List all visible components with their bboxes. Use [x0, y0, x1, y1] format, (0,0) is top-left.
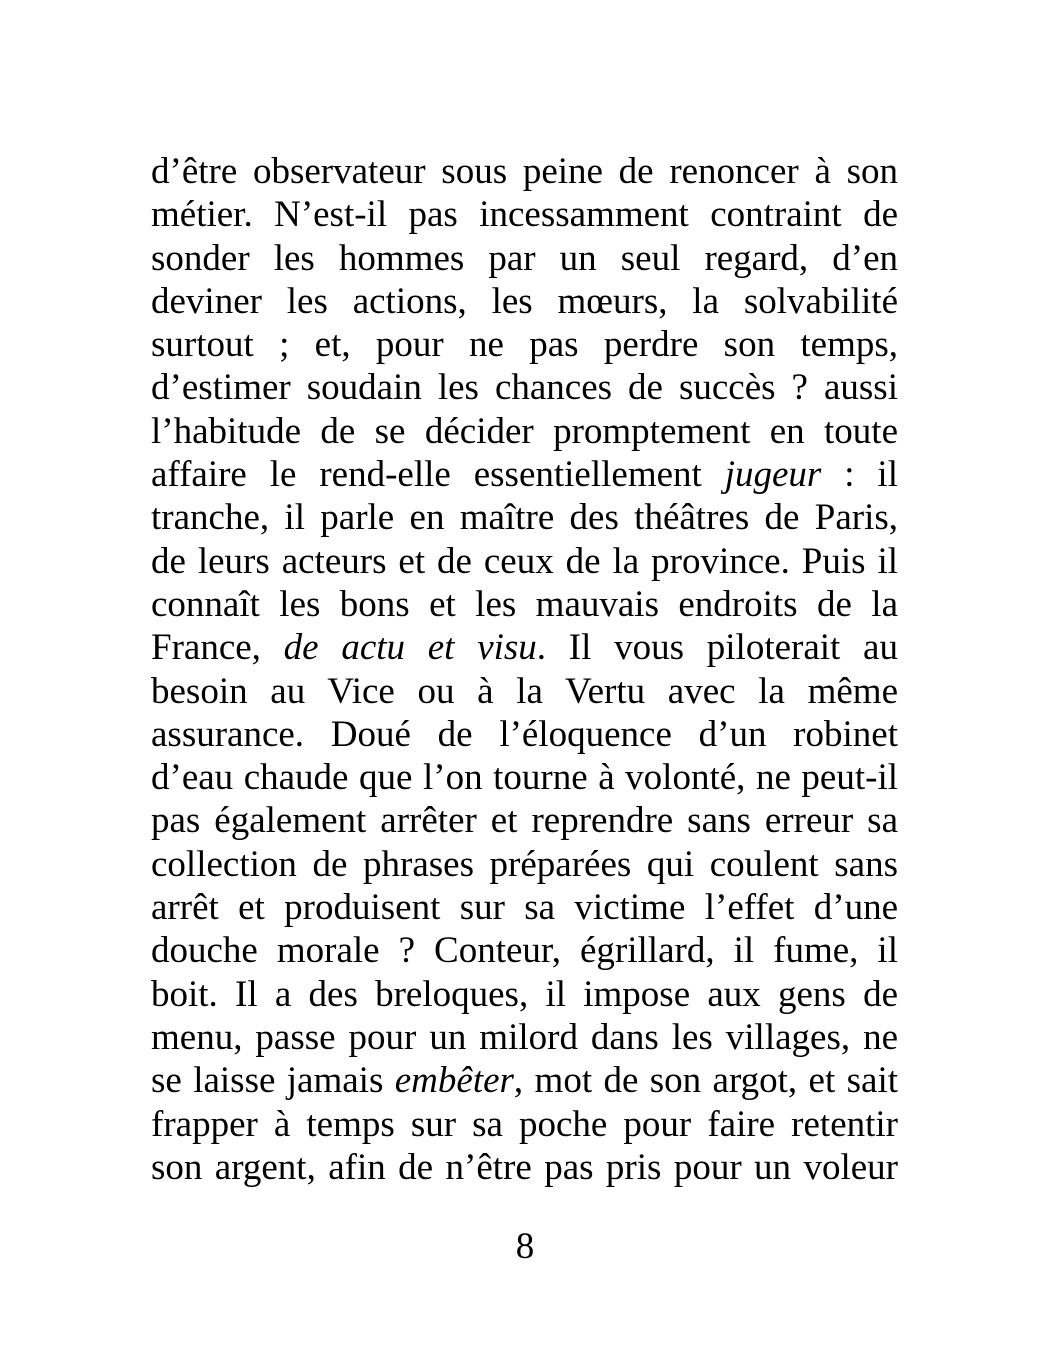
text-segment: boit. Il a des breloques, il impose aux gens de: [151, 973, 898, 1015]
text-segment: pas également arrêter et reprendre sans erreur sa: [151, 800, 898, 842]
text-line: [151, 626, 898, 669]
text-segment: arrêt et produisent sur sa victime l’effet d’une: [151, 887, 898, 929]
page-number: 8: [515, 1226, 535, 1267]
italic-text: embêter: [394, 1060, 514, 1102]
text-line: [151, 799, 898, 842]
text-segment: affaire le rend-elle essentiellement: [151, 454, 725, 496]
italic-text: de actu et visu: [283, 627, 537, 669]
text-line: [151, 237, 898, 280]
text-segment: surtout ; et, pour ne pas perdre son temps,: [151, 324, 898, 366]
text-line: [151, 843, 898, 886]
text-segment: d’estimer soudain les chances de succès ? aussi: [151, 367, 898, 409]
text-line: [151, 713, 898, 756]
text-line: [151, 540, 898, 583]
text-line: [151, 1146, 898, 1189]
text-segment: d’eau chaude que l’on tourne à volonté, ne peut-il: [151, 757, 898, 799]
text-segment: collection de phrases préparées qui coulent sans: [151, 843, 898, 885]
text-line: [151, 323, 898, 366]
body-text: [151, 150, 898, 1189]
text-segment: métier. N’est-il pas incessamment contraint de: [151, 194, 898, 236]
text-segment: besoin au Vice ou à la Vertu avec la même: [151, 670, 898, 712]
text-line: [151, 280, 898, 323]
text-line: [151, 1059, 898, 1102]
text-line: [151, 929, 898, 972]
text-line: [151, 973, 898, 1016]
text-line: [151, 150, 898, 193]
text-segment: douche morale ? Conteur, égrillard, il fume, il: [151, 930, 898, 972]
text-line: [151, 193, 898, 236]
text-segment: tranche, il parle en maître des théâtres de Paris,: [151, 497, 898, 539]
text-segment: l’habitude de se décider promptement en toute: [151, 410, 898, 452]
text-segment: frapper à temps sur sa poche pour faire retentir: [151, 1103, 898, 1145]
text-line: [151, 366, 898, 409]
text-segment: . Il vous piloterait au: [536, 627, 898, 669]
text-segment: France,: [151, 627, 284, 669]
text-segment: deviner les actions, les mœurs, la solvabilité: [151, 280, 898, 322]
text-segment: son argent, afin de n’être pas pris pour un voleur: [151, 1146, 898, 1188]
italic-text: jugeur: [724, 454, 822, 496]
text-line: [151, 886, 898, 929]
text-segment: , mot de son argot, et sait: [513, 1060, 899, 1102]
text-line: [151, 410, 898, 453]
text-segment: sonder les hommes par un seul regard, d’en: [151, 237, 898, 279]
text-segment: assurance. Doué de l’éloquence d’un robinet: [151, 713, 898, 755]
text-segment: de leurs acteurs et de ceux de la province. Puis il: [151, 540, 898, 582]
text-line: [151, 453, 898, 496]
text-segment: : il: [821, 454, 898, 496]
text-line: [151, 670, 898, 713]
text-segment: connaît les bons et les mauvais endroits de la: [151, 583, 898, 625]
text-line: [151, 496, 898, 539]
text-segment: d’être observateur sous peine de renoncer à son: [151, 151, 898, 192]
text-line: [151, 1103, 898, 1146]
text-segment: menu, passe pour un milord dans les villages, ne: [151, 1016, 898, 1058]
text-line: [151, 583, 898, 626]
text-line: [151, 756, 898, 799]
text-line: [151, 1016, 898, 1059]
text-segment: se laisse jamais: [151, 1060, 395, 1102]
